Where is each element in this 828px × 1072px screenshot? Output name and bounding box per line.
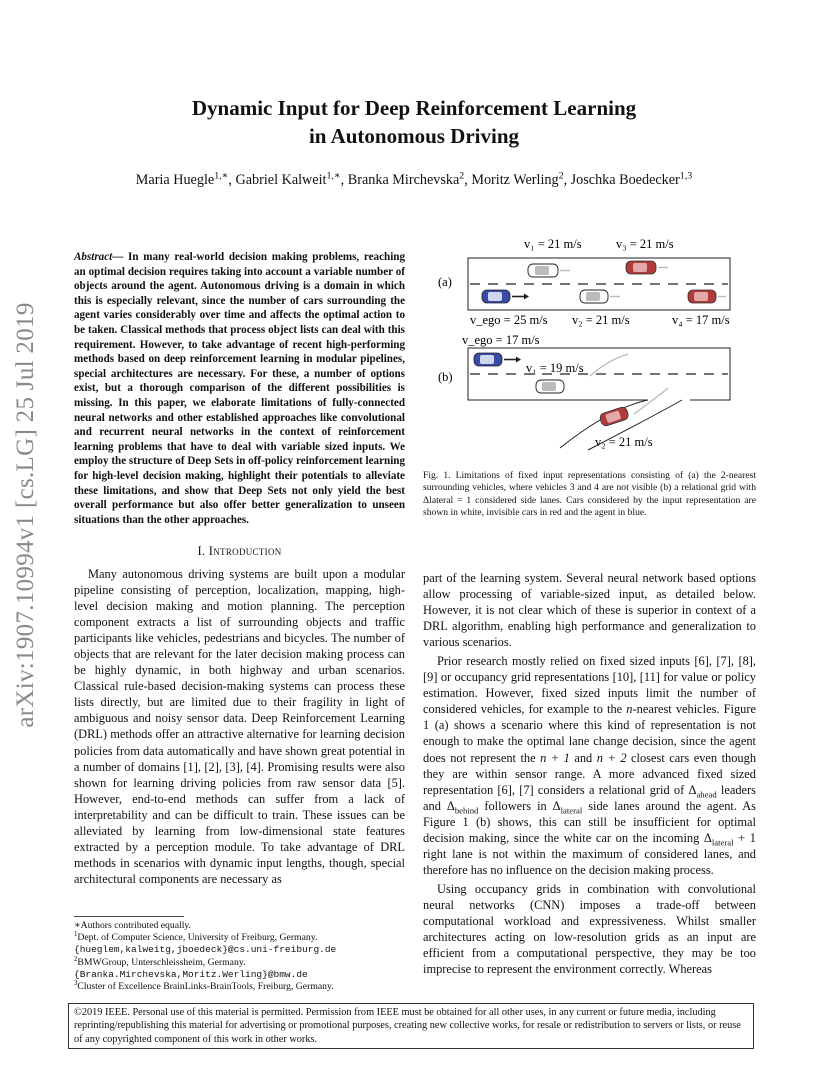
paragraph: part of the learning system. Several neural network based options allow processing of variable-sized input, as detailed below. However, it is not clear which of these is superior in context of a DRL algorithm, enabling high performance and generalization to various scenarios. xyxy=(423,571,756,650)
visible-car xyxy=(536,380,564,393)
visible-car xyxy=(580,290,620,303)
author-affiliation: 2 xyxy=(459,170,465,182)
section-heading xyxy=(74,544,405,559)
figure-1-caption: Fig. 1. Limitations of fixed input representations consisting of (a) the 2-nearest surrounding vehicles, where vehicles 3 and 4 are not visible (b) a relational grid with Δlateral = 1 considered side lanes. Cars considered by the input representation are shown in white, invisible cars in red and the agent in blue. xyxy=(423,470,756,519)
footnote-affiliation-3: $^3$Cluster of Excellence BrainLinks-BrainTools, Freiburg, Germany. xyxy=(74,979,334,993)
intro-paragraph: Many autonomous driving systems are built upon a modular pipeline consisting of perception, localization, mapping, high-level decision making and motion planning. The perception component extracts a list of surrounding objects and traffic participants like vehicles, pedestrians and bicycles. The number of objects that are relevant for the later decision making process can be highly dynamic, in both highway and urban scenarios. Classical rule-based decision-making systems can process these lists directly, but are limited due to their fragility in light of ambiguous and noisy sensor data. Deep Reinforcement Learning (DRL) methods offer an attractive alternative for learning decision policies from data automatically and have shown great potential in a number of domains [1], [2], [3], [4]. Promising results were also shown for learning driving policies from raw sensor data [5]. However, end-to-end methods can suffer from a lack of interpretability and can be difficult to train. These issues can be alleviated by learning from low-dimensional state features extracted by a perception module. To take advantage of DRL methods in scenarios with dynamic input lengths, though, special architectural components are necessary as xyxy=(74,567,405,886)
author-name: Maria Huegle xyxy=(135,172,215,188)
abstract-text: — In many real-world decision making problems, reaching an optimal decision requires taking into account a variable number of objects around the agent. Autonomous driving is a domain in which this is especially relevant, since the number of cars surrounding the agent varies considerably over time and affects the optimal action to be taken. Classical methods that process object lists can deal with this requirement. However, to take advantage of recent high-performing methods based on deep reinforcement learning in modular pipelines, special architectures are necessary. For these, a number of options exist, but a thorough comparison of the different possibilities is missing. In this paper, we elaborate limitations of fully-connected neural networks and other established approaches like convolutional and recurrent neural networks in the context of reinforcement learning problems that have to deal with variable sized inputs. We employ the structure of Deep Sets in off-policy reinforcement learning for high-level decision making, highlight their potentials to alleviate these limitations, and show that Deep Sets not only yield the best overall performance but also offer better generalization to unseen situations than the other approaches. xyxy=(74,251,405,526)
author-affiliation: 2 xyxy=(558,170,564,182)
panel-a-v4: v₄ = 17 m/s xyxy=(672,313,730,327)
abstract xyxy=(74,250,405,527)
title-line-2: in Autonomous Driving xyxy=(308,124,520,148)
footnote-email-2: {Branka.Mirchevska,Moritz.Werling}@bmw.de xyxy=(74,968,308,980)
section-number: I. xyxy=(197,544,206,558)
footnote-affiliation-2: $^2$BMWGroup, Unterschleissheim, Germany. xyxy=(74,955,246,968)
author-list: Maria Huegle$^{1,∗}$, Gabriel Kalweit$^{1,∗}$, Branka Mirchevska$^2$, Moritz Werling$^2$, Joschka Boedecker$^{1,3}$ xyxy=(135,170,693,188)
panel-a-v1: v₁ = 21 m/s xyxy=(524,237,582,251)
agent-car xyxy=(474,353,521,366)
left-column-body xyxy=(74,566,405,887)
author-name: Branka Mirchevska xyxy=(347,172,460,188)
paragraph: Prior research mostly relied on fixed sized inputs [6], [7], [8], [9] or occupancy grid representations [10], [11] for value or policy estimation. However, fixed sized inputs limit the number of considered vehicles, for example to the n-nearest vehicles. Figure 1 (a) shows a scenario where this kind of representation is not enough to make the optimal lane change decision, since the agent does not represent the n + 1 and n + 2 closest cars even though they are within sensor range. A more advanced fixed sized representation [6], [7] considers a relational grid of $\Delta_{ahead}$ leaders and $\Delta_{behind}$ followers in $\Delta_{lateral}$ side lanes around the agent. As Figure 1 (b) shows, this can still be insufficient for optimal decision making, since the white car on the incoming $\Delta_{lateral} + 1$ right lane is not within the maximum of considered lanes, and therefore has no influence on the decision making process. xyxy=(423,654,757,877)
footnote-email-1: {hueglem,kalweitg,jboedeck}@cs.uni-freiburg.de xyxy=(74,944,337,956)
section-title: Introduction xyxy=(208,544,282,558)
panel-a-v2: v₂ = 21 m/s xyxy=(572,313,630,327)
figure-1-diagram xyxy=(420,228,760,464)
title-line-1: Dynamic Input for Deep Reinforcement Learning xyxy=(191,96,637,120)
footnote-rule xyxy=(74,916,184,917)
panel-b-v2: v₂ = 21 m/s xyxy=(595,435,653,449)
footnote-affiliation-1: $^1$Dept. of Computer Science, University of Freiburg, Germany. xyxy=(74,930,318,944)
author-affiliation: 1,∗ xyxy=(214,170,229,182)
paper-title xyxy=(0,94,828,150)
author-name: Gabriel Kalweit xyxy=(235,172,327,188)
footnote-equal-contribution: ∗Authors contributed equally. xyxy=(74,920,192,931)
panel-a-label: (a) xyxy=(438,275,452,289)
lane-change-arrow xyxy=(590,354,628,376)
visible-car xyxy=(528,264,570,277)
panel-b-vego: v_ego = 17 m/s xyxy=(462,333,540,347)
author-name: Joschka Boedecker xyxy=(570,172,680,188)
figure-1 xyxy=(420,228,760,464)
abstract-label: Abstract xyxy=(74,251,113,263)
arxiv-stamp xyxy=(6,300,46,730)
paragraph: Using occupancy grids in combination with convolutional neural networks (CNN) imposes a trade-off between computational workload and expressiveness. Whilst smaller architectures acting on low-resolution grids as an input are efficient from a computational perspective, they may be too imprecise to represent the environment correctly. Whereas xyxy=(423,881,756,977)
invisible-car xyxy=(688,290,726,303)
panel-a-vego: v_ego = 25 m/s xyxy=(470,313,548,327)
invisible-car xyxy=(626,261,668,274)
agent-car xyxy=(482,290,529,303)
panel-a-v3: v₃ = 21 m/s xyxy=(616,237,674,251)
author-affiliation: 1,3 xyxy=(679,170,693,182)
invisible-car xyxy=(599,406,630,427)
author-affiliation: 1,∗ xyxy=(326,170,341,182)
author-name: Moritz Werling xyxy=(471,172,559,188)
footnotes xyxy=(74,916,405,993)
panel-b-label: (b) xyxy=(438,370,453,384)
copyright-notice: ©2019 IEEE. Personal use of this material is permitted. Permission from IEEE must be obtained for all other uses, in any current or future media, including reprinting/republishing this material for advertising or promotional purposes, creating new collective works, for resale or redistribution to servers or lists, or reuse of any copyrighted component of this work in other works. xyxy=(68,1003,754,1049)
panel-b-v1: v₁ = 19 m/s xyxy=(526,361,584,375)
right-column-body xyxy=(423,570,756,977)
arxiv-id: arXiv:1907.10994v1 [cs.LG] 25 Jul 2019 xyxy=(12,302,39,728)
